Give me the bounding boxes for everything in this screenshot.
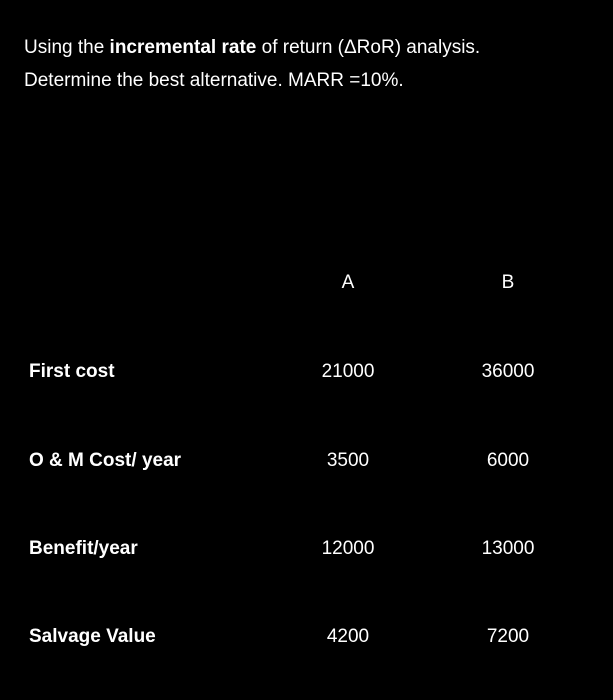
cell-first-cost-b: 36000 xyxy=(481,361,535,382)
cell-benefit-b: 13000 xyxy=(481,538,535,559)
cell-benefit-a: 12000 xyxy=(321,538,375,559)
cell-salvage-value-a: 4200 xyxy=(326,626,370,647)
row-label-first-cost: First cost xyxy=(29,361,115,382)
cell-first-cost-a: 21000 xyxy=(321,361,375,382)
row-label-benefit: Benefit/year xyxy=(29,538,138,559)
question-line-1-post: of return (ΔRoR) analysis. xyxy=(256,37,481,58)
cell-om-cost-a: 3500 xyxy=(326,450,370,471)
column-header-a: A xyxy=(341,272,355,293)
row-label-salvage-value: Salvage Value xyxy=(29,626,156,647)
cell-om-cost-b: 6000 xyxy=(486,450,530,471)
question-line-1-bold: incremental rate xyxy=(109,37,257,58)
question-line-1-pre: Using the xyxy=(24,37,110,58)
cell-salvage-value-b: 7200 xyxy=(486,626,530,647)
column-header-b: B xyxy=(501,272,515,293)
question-line-2: Determine the best alternative. MARR =10%. xyxy=(24,70,404,91)
row-label-om-cost: O & M Cost/ year xyxy=(29,450,182,471)
